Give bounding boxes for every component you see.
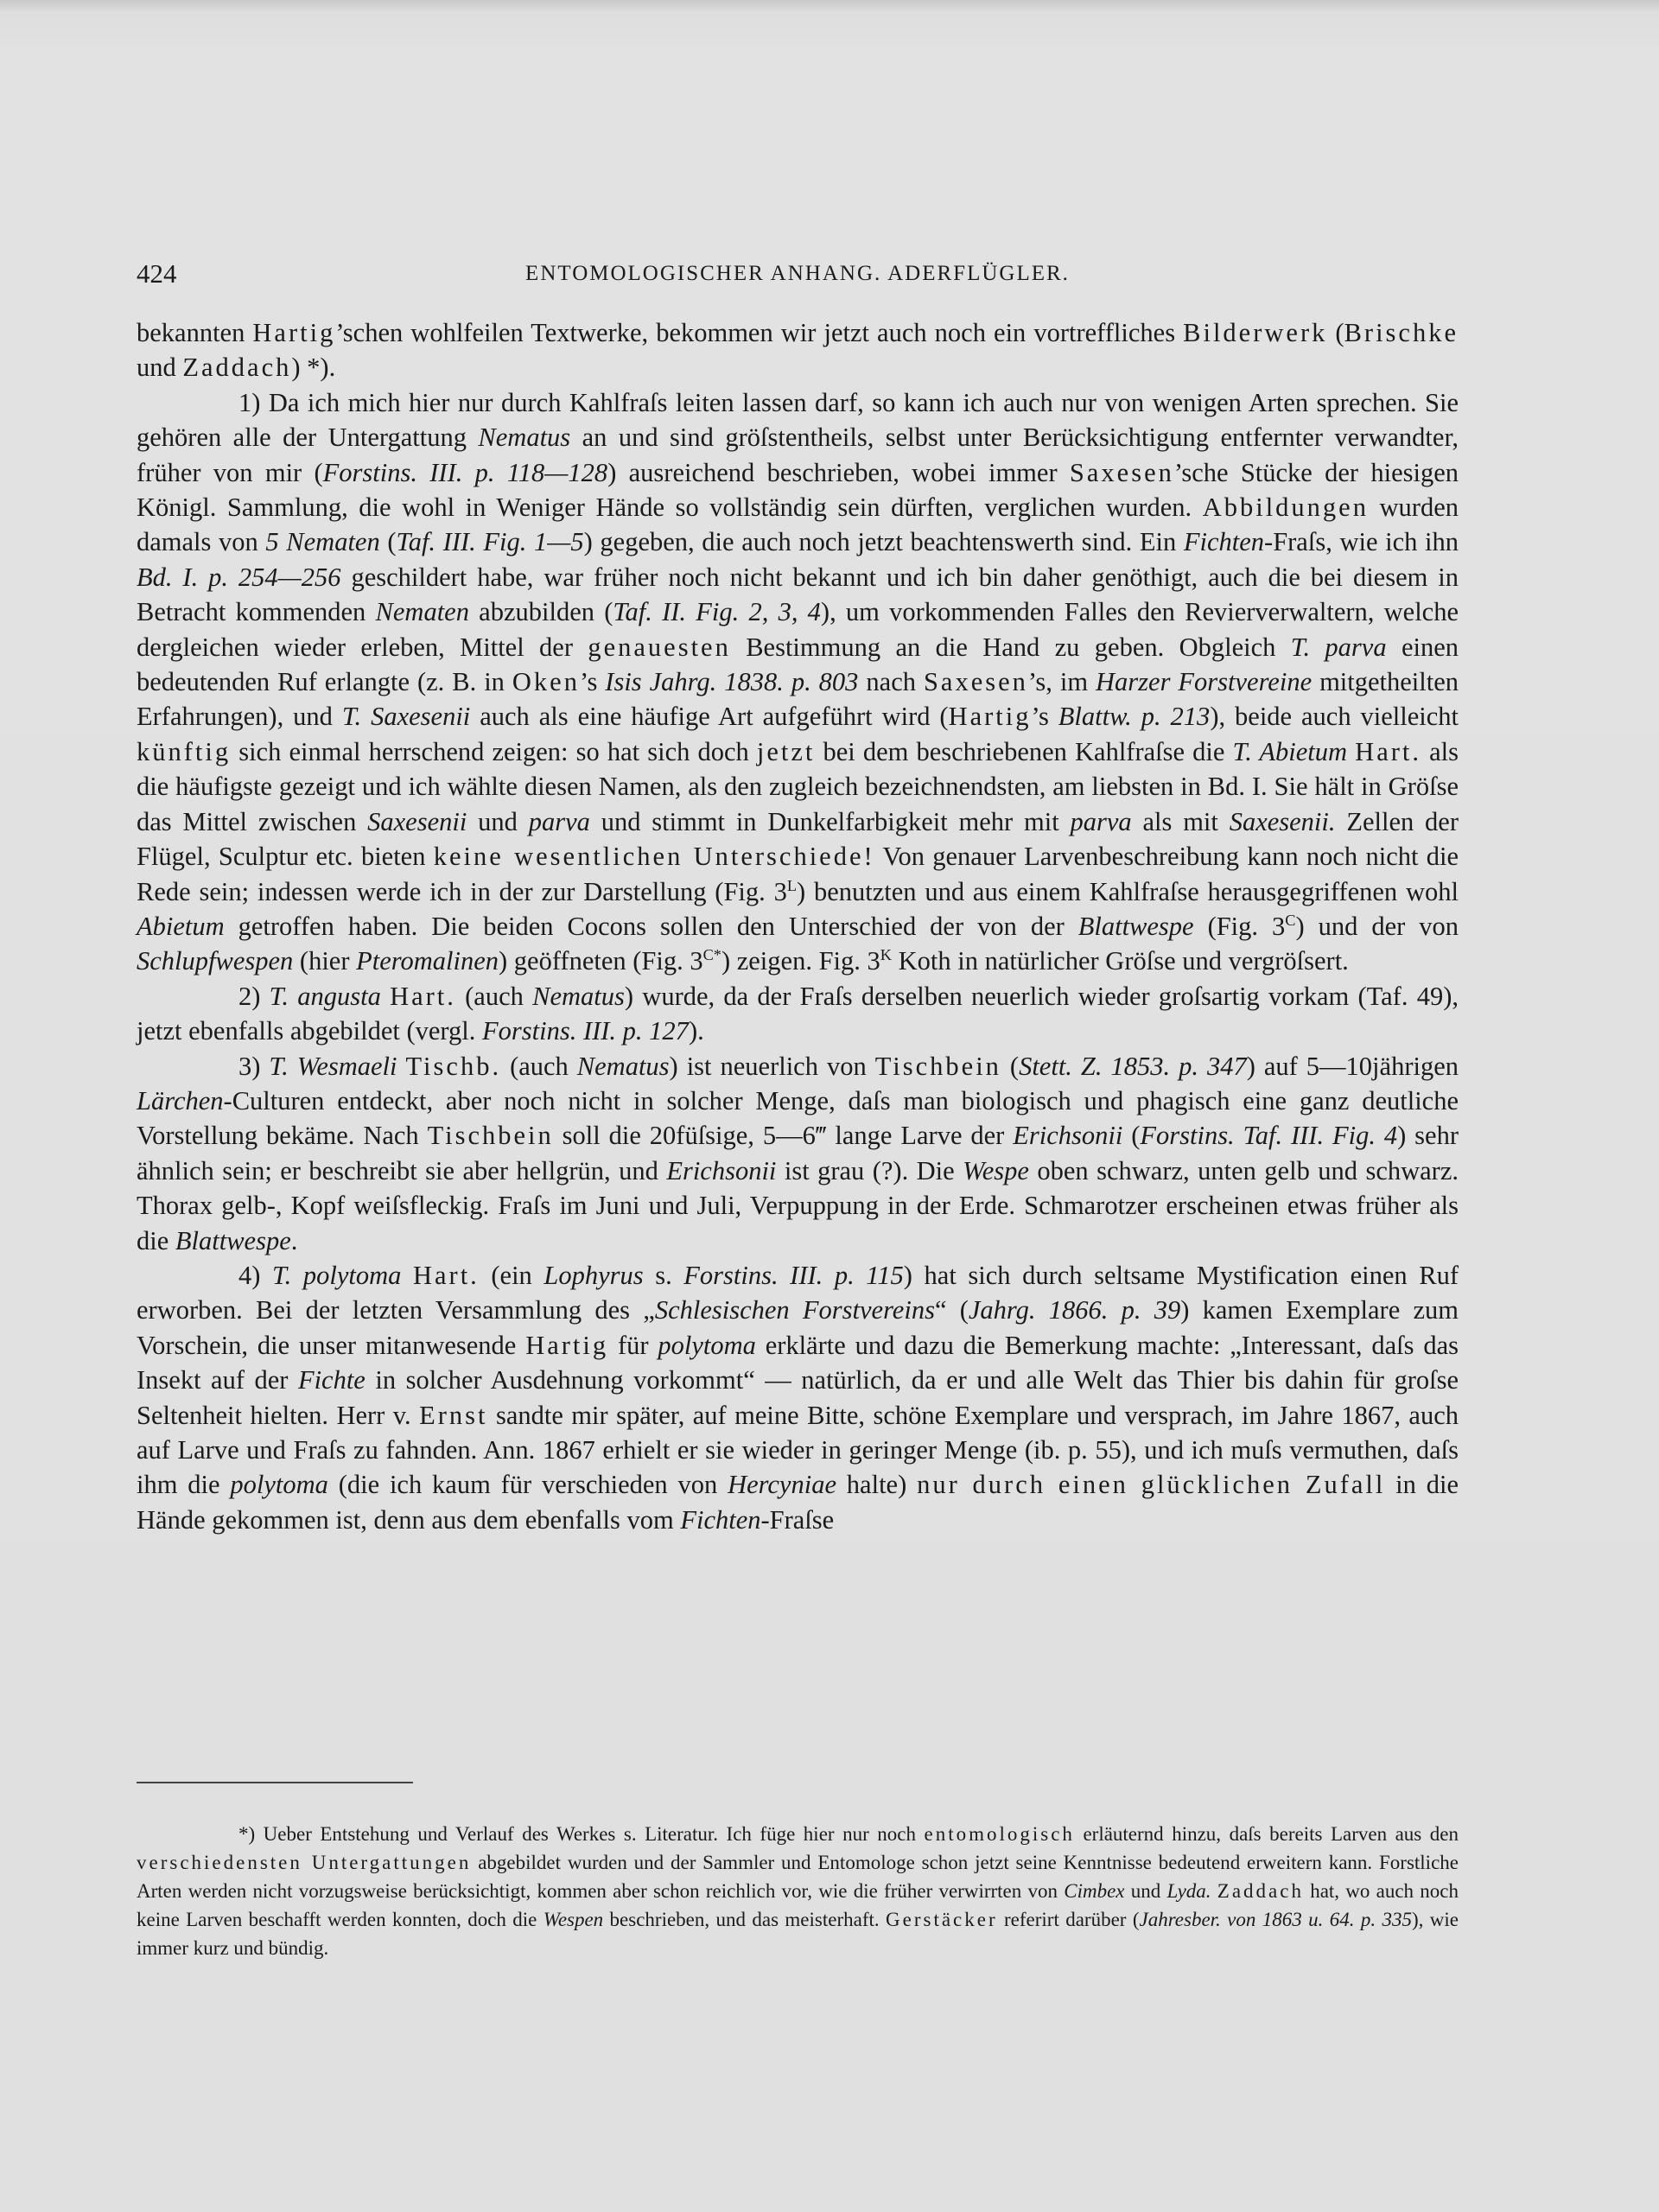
body-text (137, 315, 1459, 1537)
paragraph-3: 3) T. Wesmaeli Tischb. (auch Nematus) ist neuerlich von Tischbein (Stett. Z. 1853. p. 347) auf 5—10jährigen Lärchen-Culturen entdeckt, aber noch nicht in solcher Menge, daſs man biologisch und phagisch eine ganz deutliche Vorstellung bekäme. Nach Tischbein soll die 20füſsige, 5—6‴ lange Larve der Erichsonii (Forstins. Taf. III. Fig. 4) sehr ähnlich sein; er beschreibt sie aber hellgrün, und Erichsonii ist grau (?). Die Wespe oben schwarz, unten gelb und schwarz. Thorax gelb-, Kopf weiſsfleckig. Fraſs im Juni und Juli, Verpuppung in der Erde. Schmarotzer erscheinen etwas früher als die Blattwespe. (137, 1051, 1459, 1255)
paragraph-4: 4) T. polytoma Hart. (ein Lophyrus s. Forstins. III. p. 115) hat sich durch seltsame Mystification einen Ruf erworben. Bei der letzten Versammlung des „Schlesischen Forstvereins“ (Jahrg. 1866. p. 39) kamen Exemplare zum Vorschein, die unser mitanwesende Hartig für polytoma erklärte und dazu die Bemerkung machte: „Interessant, daſs das Insekt auf der Fichte in solcher Ausdehnung vorkommt“ — natürlich, da er und alle Welt das Thier bis dahin für groſse Seltenheit hielten. Herr v. Ernst sandte mir später, auf meine Bitte, schöne Exemplare und versprach, im Jahre 1867, auch auf Larve und Fraſs zu fahnden. Ann. 1867 erhielt er sie wieder in geringer Menge (ib. p. 55), und ich muſs vermuthen, daſs ihm die polytoma (die ich kaum für verschieden von Hercyniae halte) nur durch einen glücklichen Zufall in die Hände gekommen ist, denn aus dem ebenfalls vom Fichten-Fraſse (137, 1260, 1459, 1535)
paragraph-1: 1) Da ich mich hier nur durch Kahlfraſs leiten lassen darf, so kann ich auch nur von wenigen Arten sprechen. Sie gehören alle der Untergattung Nematus an und sind gröſstentheils, selbst unter Berücksichtigung entfernter verwandter, früher von mir (Forstins. III. p. 118—128) ausreichend beschrieben, wobei immer Saxesen’sche Stücke der hiesigen Königl. Sammlung, die wohl in Weniger Hände so vollständig sein dürften, verglichen wurden. Abbildungen wurden damals von 5 Nematen (Taf. III. Fig. 1—5) gegeben, die auch noch jetzt beachtenswerth sind. Ein Fichten-Fraſs, wie ich ihn Bd. I. p. 254—256 geschildert habe, war früher noch nicht bekannt und ich bin daher genöthigt, auch die bei diesem in Betracht kommenden Nematen abzubilden (Taf. II. Fig. 2, 3, 4), um vorkommenden Falles den Revierverwaltern, welche dergleichen wieder erleben, Mittel der genauesten Bestimmung an die Hand zu geben. Obgleich T. parva einen bedeutenden Ruf erlangte (z. B. in Oken’s Isis Jahrg. 1838. p. 803 nach Saxesen’s, im Harzer Forstvereine mitgetheilten Erfahrungen), und T. Saxesenii auch als eine häufige Art aufgeführt wird (Hartig’s Blattw. p. 213), beide auch vielleicht künftig sich einmal herrschend zeigen: so hat sich doch jetzt bei dem beschriebenen Kahlfraſse die T. Abietum Hart. als die häufigste gezeigt und ich wählte diesen Namen, als den zugleich bezeichnendsten, am liebsten in Bd. I. Sie hält in Gröſse das Mittel zwischen Saxesenii und parva und stimmt in Dunkelfarbigkeit mehr mit parva als mit Saxesenii. Zellen der Flügel, Sculptur etc. bieten keine wesentlichen Unterschiede! Von genauer Larvenbeschreibung kann noch nicht die Rede sein; indessen werde ich in der zur Darstellung (Fig. $3^L$) benutzten und aus einem Kahlfraſse herausgegriffenen wohl Abietum getroffen haben. Die beiden Cocons sollen den Unterschied der von der Blattwespe (Fig. $3^C$) und der von Schlupfwespen (hier Pteromalinen) geöffneten (Fig. $3^{C*}$) zeigen. Fig. $3^K$ Koth in natürlicher Gröſse und vergröſsert. (137, 387, 1459, 976)
footnote-text: *) Ueber Entstehung und Verlauf des Werkes s. Literatur. Ich füge hier nur noch entomologisch erläuternd hinzu, daſs bereits Larven aus den verschiedensten Untergattungen abgebildet wurden und der Sammler und Entomologe schon jetzt seine Kenntnisse bedeutend erweitern kann. Forstliche Arten werden nicht vorzugsweise berücksichtigt, kommen aber schon reichlich vor, wie die früher verwirrten von Cimbex und Lyda. Zaddach hat, wo auch noch keine Larven beschafft werden konnten, doch die Wespen beschrieben, und das meisterhaft. Gerstäcker referirt darüber (Jahresber. von 1863 u. 64. p. 335), wie immer kurz und bündig. (137, 1823, 1459, 1959)
footnote (137, 1820, 1459, 1962)
footnote-rule (137, 1782, 413, 1783)
page-header (137, 252, 1459, 296)
paragraph-continuation: bekannten Hartig’schen wohlfeilen Textwerke, bekommen wir jetzt auch noch ein vortreffliches Bilderwerk (Brischke und Zaddach) *). (137, 318, 1459, 383)
running-head: ENTOMOLOGISCHER ANHANG. ADERFLÜGLER. (525, 262, 1070, 285)
page-number: 424 (137, 258, 177, 289)
paragraph-2: 2) T. angusta Hart. (auch Nematus) wurde, da der Fraſs derselben neuerlich wieder groſsartig vorkam (Taf. 49), jetzt ebenfalls abgebildet (vergl. Forstins. III. p. 127). (137, 981, 1459, 1046)
